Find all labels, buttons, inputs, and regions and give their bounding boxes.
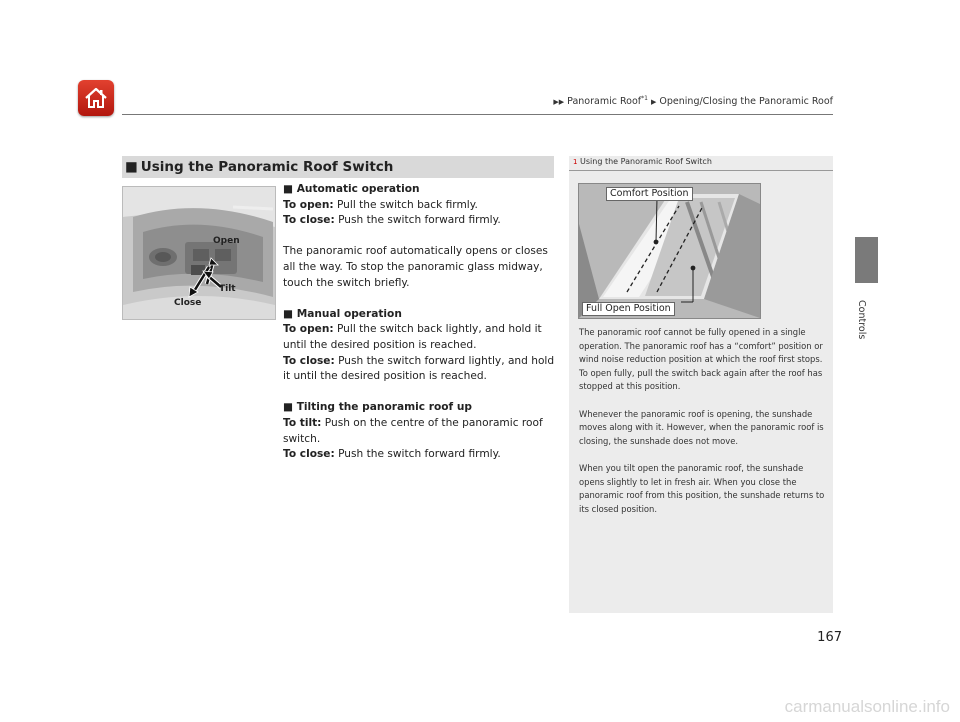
- tilt-label: To tilt:: [283, 416, 322, 429]
- auto-description: The panoramic roof automatically opens or closes all the way. To stop the panoramic glass midway, touch the switch briefly.: [283, 245, 548, 289]
- sidebar-paragraph: Whenever the panoramic roof is opening, the sunshade moves along with it. However, when the panoramic roof is closing, the sunshade does not move.: [579, 408, 824, 446]
- manual-open-instruction: [283, 322, 555, 353]
- breadcrumb-footnote-marker: *1: [641, 95, 648, 102]
- sidebar-notes: [579, 326, 825, 530]
- full-open-position-label: Full Open Position: [582, 302, 675, 316]
- manual-close-instruction: [283, 354, 555, 385]
- breadcrumb: [515, 95, 833, 107]
- sidebar-paragraph: The panoramic roof cannot be fully opened in a single operation. The panoramic roof has a “comfort” position or wind noise reduction position at which the roof first stops. To open fully, pull the switch back again after the roof has stopped at this position.: [579, 327, 823, 392]
- auto-close-text: Push the switch forward firmly.: [334, 214, 501, 227]
- manual-open-label: To open:: [283, 323, 334, 336]
- section-header: [122, 156, 554, 178]
- auto-close-label: To close:: [283, 214, 335, 227]
- home-icon: [83, 85, 109, 111]
- comfort-position-label: Comfort Position: [606, 187, 693, 201]
- tilt-instruction: [283, 416, 555, 447]
- photo-label-open: Open: [213, 236, 240, 246]
- section-marker: ■: [125, 159, 138, 175]
- tilt-close-label: To close:: [283, 448, 335, 461]
- auto-open-instruction: [283, 198, 555, 214]
- tilt-close-text: Push the switch forward firmly.: [334, 448, 501, 461]
- auto-open-text: Pull the switch back firmly.: [333, 198, 478, 211]
- tilt-text: Push on the centre of the panoramic roof switch.: [283, 416, 543, 445]
- watermark: carmanualsonline.info: [784, 697, 950, 716]
- roof-position-illustration: [579, 184, 760, 318]
- breadcrumb-parent[interactable]: Panoramic Roof: [567, 96, 642, 108]
- sidebar-title-marker: 1: [573, 158, 578, 166]
- auto-open-label: To open:: [283, 198, 334, 211]
- photo-label-close: Close: [174, 298, 202, 308]
- chapter-tab-label: Controls: [856, 300, 867, 340]
- tilt-close-instruction: [283, 447, 555, 463]
- auto-operation-heading: ■ Automatic operation: [283, 183, 420, 195]
- sidebar-paragraph: When you tilt open the panoramic roof, the sunshade opens slightly to let in fresh air. When you close the panoramic roof from this position, the sunshade returns to its closed position.: [579, 462, 825, 514]
- tilt-heading: ■ Tilting the panoramic roof up: [283, 401, 472, 414]
- header-divider: [122, 114, 833, 115]
- home-button[interactable]: [78, 80, 114, 116]
- main-instructions: [283, 182, 555, 463]
- breadcrumb-arrow-icon: ▶▶: [553, 98, 565, 107]
- page-number: 167: [817, 630, 842, 645]
- roof-switch-photo: [122, 186, 276, 320]
- manual-operation-heading: ■ Manual operation: [283, 307, 402, 320]
- manual-close-label: To close:: [283, 354, 335, 367]
- sidebar-title-text: Using the Panoramic Roof Switch: [580, 157, 712, 166]
- auto-close-instruction: [283, 213, 555, 229]
- chapter-tab-label-wrap: [845, 300, 885, 340]
- roof-position-figure: [578, 183, 761, 319]
- section-title: Using the Panoramic Roof Switch: [140, 159, 394, 175]
- breadcrumb-arrow-icon: ▶: [650, 98, 657, 107]
- breadcrumb-current: Opening/Closing the Panoramic Roof: [659, 96, 833, 108]
- sidebar-title: [573, 157, 712, 166]
- photo-label-tilt: Tilt: [219, 284, 236, 294]
- manual-open-text: Pull the switch back lightly, and hold it until the desired position is reached.: [283, 323, 542, 351]
- manual-close-text: Push the switch forward lightly, and hold it until the desired position is reached.: [283, 354, 555, 383]
- sidebar-divider: [569, 170, 833, 171]
- chapter-tab[interactable]: [855, 237, 878, 283]
